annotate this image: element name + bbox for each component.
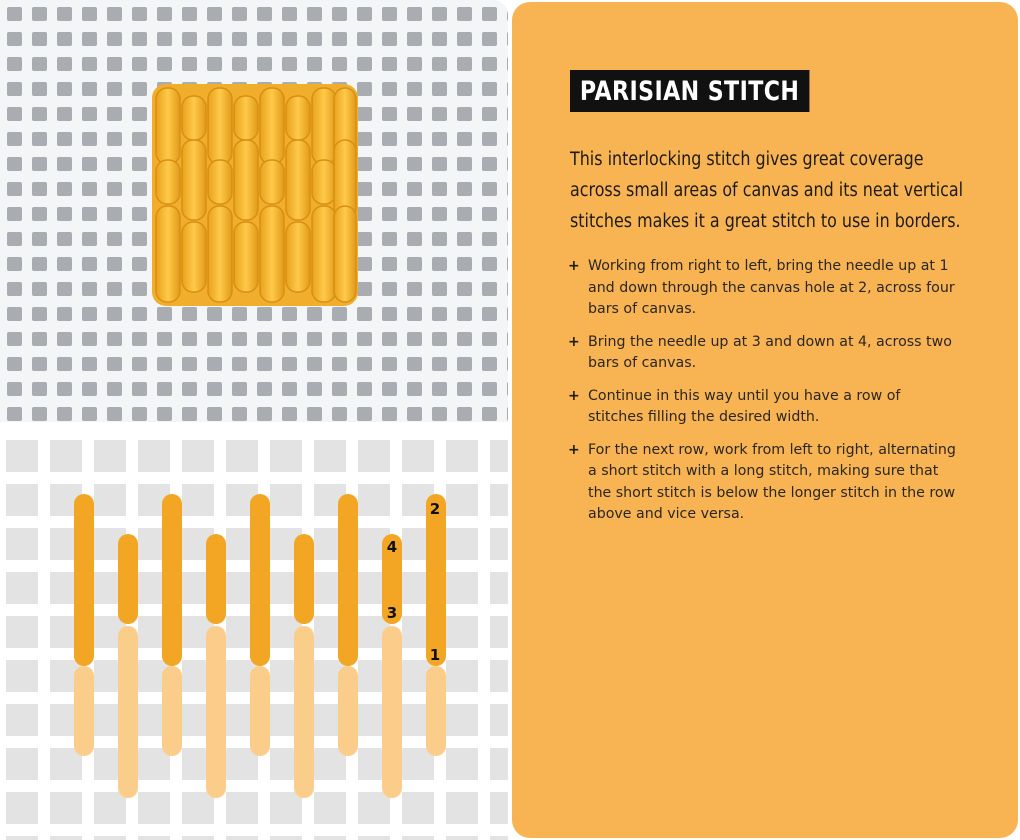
point-label-two: 2	[429, 500, 441, 518]
list-item	[568, 256, 958, 321]
stitch-photo	[0, 0, 508, 422]
step-text: Continue in this way until you have a row of stitches filling the desired width.	[588, 387, 901, 425]
plus-icon: +	[568, 387, 580, 404]
yarn-patch	[152, 84, 358, 306]
list-item	[568, 332, 958, 375]
stitch-diagram	[0, 434, 508, 840]
list-item	[568, 386, 958, 429]
instructions-panel	[512, 2, 1018, 838]
point-label-three: 3	[386, 604, 398, 622]
point-label-four: 4	[386, 538, 398, 556]
list-item	[568, 440, 958, 526]
steps-list	[568, 256, 958, 537]
plus-icon: +	[568, 441, 580, 458]
long-stitch	[74, 494, 94, 666]
long-stitch	[338, 494, 358, 666]
long-stitch	[162, 494, 182, 666]
step-text: For the next row, work from left to right, alternating a short stitch with a long stitch, making sure that the short stitch is below the longer stitch in the row above and vice versa.	[588, 441, 956, 522]
page-title: PARISIAN STITCH	[570, 70, 809, 112]
short-stitch	[206, 534, 226, 624]
plus-icon: +	[568, 333, 580, 350]
canvas-photo-illustration	[0, 0, 508, 422]
short-stitch	[118, 534, 138, 624]
long-stitch	[250, 494, 270, 666]
plus-icon: +	[568, 258, 580, 274]
stitch-diagram-graphic	[0, 434, 508, 840]
long-stitch	[426, 494, 446, 666]
short-stitch	[294, 534, 314, 624]
point-label-one: 1	[429, 646, 441, 664]
intro-text: This interlocking stitch gives great coverage across small areas of canvas and its neat vertical stitches makes it a great stitch to use in borders.	[570, 149, 964, 232]
step-text: Bring the needle up at 3 and down at 4, across two bars of canvas.	[588, 333, 952, 371]
step-text: Working from right to left, bring the needle up at 1 and down through the canvas hole at 2, across four bars of canvas.	[588, 258, 955, 317]
